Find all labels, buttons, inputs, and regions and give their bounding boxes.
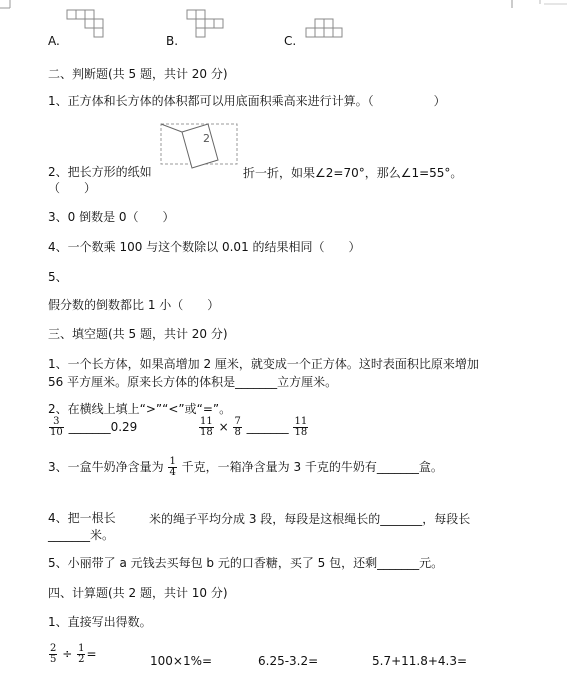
corner-mark-right	[500, 0, 567, 10]
divide-sign: ÷	[62, 647, 73, 661]
s2-question-5: 假分数的倒数都比 1 小（ ）	[48, 298, 220, 312]
fraction-11-18-b: $\frac{11}{18}$	[294, 416, 308, 438]
s2-question-4: 4、一个数乘 100 与这个数除以 0.01 的结果相同（ ）	[48, 240, 361, 254]
folded-paper-figure	[160, 122, 240, 172]
s3-question-2: 2、在横线上填上“>”“<”或“=”。	[48, 402, 232, 416]
net-figure-c	[302, 4, 352, 38]
s3-question-5: 5、小丽带了 a 元钱去买每包 b 元的口香糖，买了 5 包，还剩_______元。	[48, 556, 444, 570]
s2-question-1: 1、正方体和长方体的体积都可以用底面积乘高来进行计算。（ ）	[48, 94, 446, 108]
option-a: A.	[48, 34, 60, 48]
s4-question-1: 1、直接写出得数。	[48, 615, 152, 629]
s4-expression-3: 6.25-3.2=	[258, 654, 319, 668]
s3-question-1-line2: 56 平方厘米。原来长方体的体积是_______立方厘米。	[48, 375, 338, 389]
equals-sign: =	[86, 647, 97, 661]
s4-expression-1	[48, 644, 97, 665]
s3-question-1-line1: 1、一个长方体，如果高增加 2 厘米，就变成一个正方体。这时表面积比原来增加	[48, 357, 479, 371]
option-b: B.	[166, 34, 179, 48]
corner-mark-left	[0, 0, 12, 10]
s2-question-2-suffix: 折一折，如果∠2=70°，那么∠1=55°。	[243, 166, 463, 180]
s3-question-3	[48, 457, 443, 478]
s2-question-5-number: 5、	[48, 270, 68, 284]
s3-q2-a-compare: _______0.29	[68, 420, 138, 434]
s3-q2-b-blank: _______	[246, 420, 289, 434]
fraction-3-10: $\frac{3}{10}$	[50, 416, 63, 438]
net-figure-b	[183, 4, 233, 38]
fold-angle-label: 2	[203, 132, 210, 145]
net-figure-a	[62, 4, 112, 38]
s3-q2-item-a	[48, 417, 137, 438]
s3-question-4-rest: 米的绳子平均分成 3 段，每段是这根绳长的_______，每段长	[149, 512, 471, 526]
section4-heading: 四、计算题(共 2 题，共计 10 分)	[48, 586, 228, 600]
s4-expression-2: 100×1%=	[150, 654, 213, 668]
s4-expression-4: 5.7+11.8+4.3=	[372, 654, 468, 668]
s2-question-2-prefix: 2、把长方形的纸如	[48, 165, 152, 179]
times-sign: ×	[218, 420, 229, 434]
fraction-7-8: $\frac{7}{8}$	[234, 416, 241, 438]
s3-q3-suffix: 千克，一箱净含量为 3 千克的牛奶有_______盒。	[181, 460, 443, 474]
s3-question-4-start: 4、把一根长	[48, 511, 116, 525]
fraction-11-18-a: $\frac{11}{18}$	[200, 416, 213, 438]
section3-heading: 三、填空题(共 5 题，共计 20 分)	[48, 327, 228, 341]
s2-question-2-paren: （ ）	[48, 181, 97, 195]
option-c: C.	[284, 34, 297, 48]
s2-question-3: 3、0 倒数是 0（ ）	[48, 210, 175, 224]
s3-q2-item-b	[198, 417, 309, 438]
s3-question-4-line2: _______米。	[48, 528, 115, 542]
fraction-1-4: $\frac{1}{4}$	[169, 456, 176, 478]
fraction-1-2: $\frac{1}{2}$	[78, 643, 85, 665]
fraction-2-5: $\frac{2}{5}$	[50, 643, 57, 665]
section2-heading: 二、判断题(共 5 题，共计 20 分)	[48, 67, 228, 81]
s3-q3-prefix: 3、一盒牛奶净含量为	[48, 460, 164, 474]
